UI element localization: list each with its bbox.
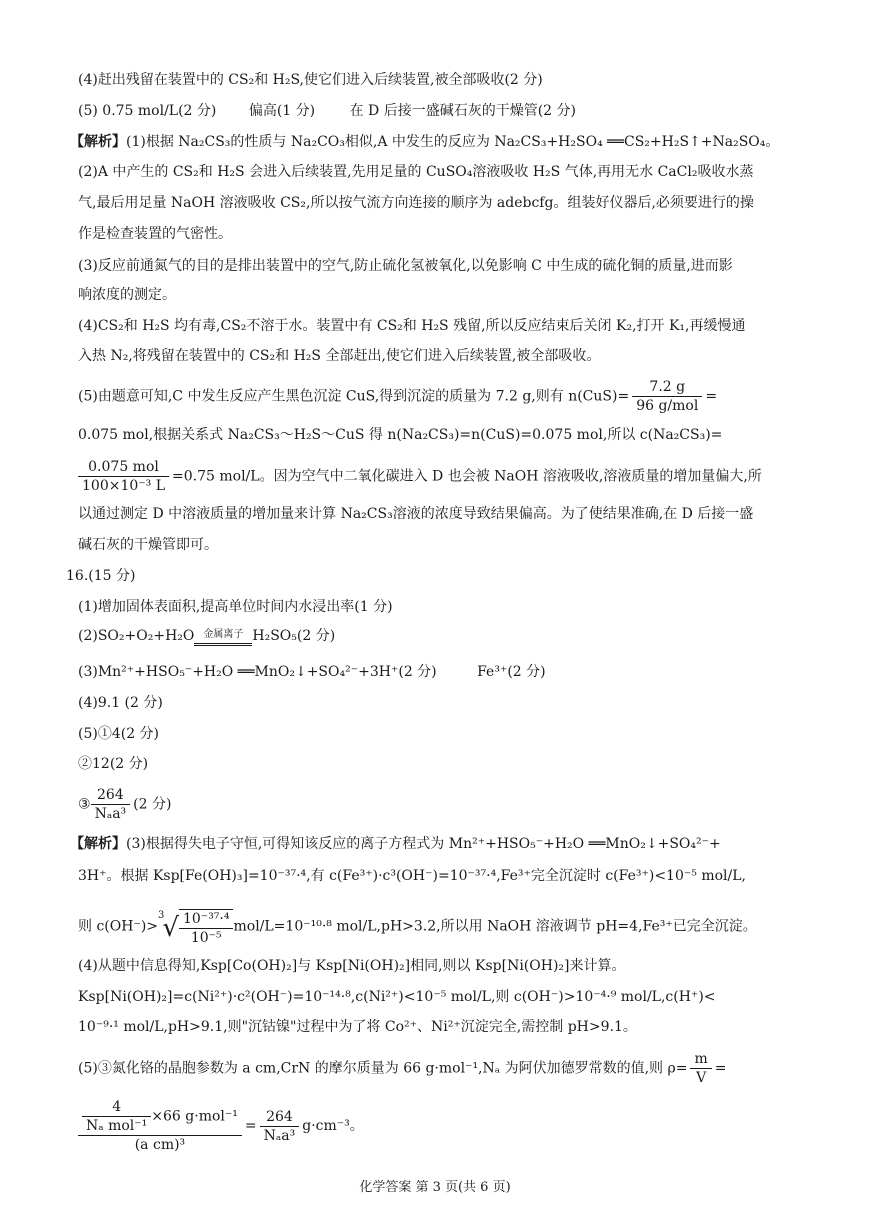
q16-explanation-4-line3: 10⁻⁹·¹ mol/L,pH>9.1,则"沉钴镍"过程中为了将 Co²⁺、Ni²⁺沉淀完全,需控制 pH>9.1。 [78, 1019, 637, 1035]
q15-explanation-5-line4: 以通过测定 D 中溶液质量的增加量来计算 Na₂CS₃溶液的浓度导致结果偏高。为了使结果准确,在 D 后接一盛 [78, 506, 754, 522]
page-footer: 化学答案 第 3 页(共 6 页) [359, 1180, 511, 1195]
q16-explanation-4-line2: Ksp[Ni(OH)₂]=c(Ni²⁺)·c²(OH⁻)=10⁻¹⁴·⁸,c(Ni²⁺)<10⁻⁵ mol/L,则 c(OH⁻)>10⁻⁴·⁹ mol/L,c(H⁺)< [78, 989, 716, 1005]
density-answer-fraction: $\frac{264}{\text{Nₐa³}}$ [91, 786, 131, 823]
q15-explanation-5-line1: (5)由题意可知,C 中发生反应产生黑色沉淀 CuS,得到沉淀的质量为 7.2 g,则有 n(CuS)= $\frac{7.2 g}{\text{96 g/mol}}$ = [78, 379, 718, 414]
q15-explanation-4-line1: (4)CS₂和 H₂S 均有毒,CS₂不溶于水。装置中有 CS₂和 H₂S 残留,所以反应结束后关闭 K₂,打开 K₁,再缓慢通 [78, 318, 746, 334]
q16-answer-2: (2)SO₂+O₂+H₂O 金属离子 H₂SO₅(2 分) [78, 628, 336, 644]
q15-explanation-3-line1: (3)反应前通氮气的目的是排出装置中的空气,防止硫化氢被氧化,以免影响 C 中生成的硫化铜的质量,进而影 [78, 258, 733, 274]
cus-fraction: $\frac{7.2 g}{\text{96 g/mol}}$ [632, 378, 702, 415]
density-compound-fraction: $\frac{4}{\text{Nₐ mol⁻¹}}$ ×66 g·mol⁻¹ (a cm)³ [78, 1098, 242, 1154]
q16-explanation-5-line1: (5)③氮化铬的晶胞参数为 a cm,CrN 的摩尔质量为 66 g·mol⁻¹,Nₐ 为阿伏加德罗常数的值,则 ρ= $\frac{m}{V}$ = [78, 1051, 727, 1086]
q16-answer-4: (4)9.1 (2 分) [78, 695, 163, 711]
q15-explanation-5-line2: 0.075 mol,根据关系式 Na₂CS₃～H₂S～CuS 得 n(Na₂CS₃)=n(CuS)=0.075 mol,所以 c(Na₂CS₃)= [78, 427, 723, 443]
q15-explanation-3-line2: 响浓度的测定。 [78, 287, 176, 303]
q15-explanation-5-line3: $\frac{\text{0.075 mol}}{\text{100×10⁻³ L}}$ =0.75 mol/L。因为空气中二氧化碳进入 D 也会被 NaOH 溶液吸收,溶液质量的增加量偏大,所 [78, 458, 762, 495]
q16-analysis-label: 【解析】 [70, 836, 126, 852]
q15-answer-5-improvement: 在 D 后接一盛碱石灰的干燥管(2 分) [349, 103, 576, 119]
q16-answer-5-3: ③ $\frac{264}{\text{Nₐa³}}$ (2 分) [78, 787, 172, 822]
concentration-fraction: $\frac{\text{0.075 mol}}{\text{100×10⁻³ L}}$ [78, 458, 169, 495]
q16-answer-3: (3)Mn²⁺+HSO₅⁻+H₂O ══MnO₂↓+SO₄²⁻+3H⁺(2 分) Fe³⁺(2 分) [78, 664, 546, 680]
q16-answer-5-2: ②12(2 分) [78, 756, 149, 772]
q15-analysis-label: 【解析】 [70, 134, 126, 150]
q15-answer-4: (4)赶出残留在装置中的 CS₂和 H₂S,使它们进入后续装置,被全部吸收(2 分) [78, 72, 543, 88]
q15-answer-5-deviation: 偏高(1 分) [248, 103, 316, 119]
q16-explanation-3-line2: 3H⁺。根据 Ksp[Fe(OH)₃]=10⁻³⁷·⁴,有 c(Fe³⁺)·c³(OH⁻)=10⁻³⁷·⁴,Fe³⁺完全沉淀时 c(Fe³⁺)<10⁻⁵ mol/L, [78, 868, 746, 884]
q16-answer-5-1: (5)①4(2 分) [78, 726, 160, 742]
q15-explanation-4-line2: 入热 N₂,将残留在装置中的 CS₂和 H₂S 全部赶出,使它们进入后续装置,被全部吸收。 [78, 348, 601, 364]
q15-explanation-2-line1: (2)A 中产生的 CS₂和 H₂S 会进入后续装置,先用足量的 CuSO₄溶液吸收 H₂S 气体,再用无水 CaCl₂吸收水蒸 [78, 164, 754, 180]
q16-explanation-3-line1: 【解析】(3)根据得失电子守恒,可得知该反应的离子方程式为 Mn²⁺+HSO₅⁻+H₂O ══MnO₂↓+SO₄²⁻+ [70, 836, 721, 852]
density-result-fraction: $\frac{264}{\text{Nₐa³}}$ [260, 1108, 300, 1145]
cube-root-expression: $^3$√ $\frac{\text{10⁻³⁷·⁴}}{\text{10⁻⁵}}$ [158, 906, 233, 947]
q16-explanation-4-line1: (4)从题中信息得知,Ksp[Co(OH)₂]与 Ksp[Ni(OH)₂]相同,则以 Ksp[Ni(OH)₂]来计算。 [78, 958, 626, 974]
q16-answer-1: (1)增加固体表面积,提高单位时间内水浸出率(1 分) [78, 599, 393, 615]
rho-fraction: $\frac{m}{V}$ [690, 1050, 711, 1087]
q16-explanation-3-line3: 则 c(OH⁻)>$^3$√ $\frac{\text{10⁻³⁷·⁴}}{\text{10⁻⁵}}$ mol/L=10⁻¹⁰·⁸ mol/L,pH>3.2,所以用 NaOH 溶液调节 pH=4,Fe³⁺已完全沉淀。 [78, 906, 757, 947]
q15-answer-5 [78, 101, 576, 121]
q15-explanation-1: 【解析】(1)根据 Na₂CS₃的性质与 Na₂CO₃相似,A 中发生的反应为 Na₂CS₃+H₂SO₄ ══CS₂+H₂S↑+Na₂SO₄。 [70, 134, 780, 150]
q15-explanation-2-line2: 气,最后用足量 NaOH 溶液吸收 CS₂,所以按气流方向连接的顺序为 adebcfg。组装好仪器后,必须要进行的操 [78, 195, 754, 211]
reaction-arrow-with-condition: 金属离子 [194, 629, 252, 646]
q16-header: 16.(15 分) [66, 568, 136, 584]
q15-answer-5-value: (5) 0.75 mol/L(2 分) [78, 103, 217, 119]
q16-explanation-5-line2: $\frac{4}{\text{Nₐ mol⁻¹}}$ ×66 g·mol⁻¹ (a cm)³ = $\frac{264}{\text{Nₐa³}}$ g·cm⁻³。 [78, 1098, 364, 1154]
q15-explanation-2-line3: 作是检查装置的气密性。 [78, 226, 232, 242]
q15-explanation-5-line5: 碱石灰的干燥管即可。 [78, 537, 218, 553]
